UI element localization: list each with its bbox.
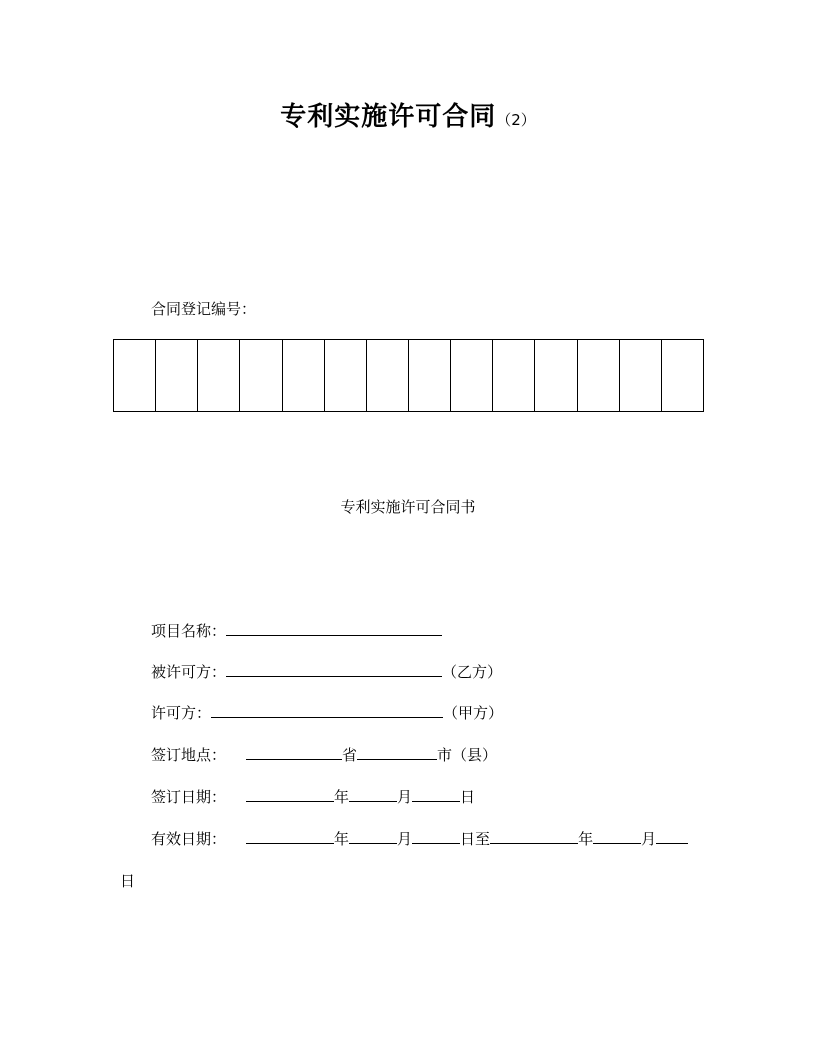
licensee-label: 被许可方： (151, 663, 227, 681)
sign-date-label: 签订日期： (151, 788, 227, 806)
registration-number-cell[interactable] (408, 340, 450, 412)
registration-number-cell[interactable] (114, 340, 156, 412)
licensor-label: 许可方： (151, 704, 212, 722)
licensee-field (151, 660, 502, 682)
valid-day2-blank[interactable] (656, 827, 688, 844)
document-subtitle: 专利实施许可合同书 (340, 498, 476, 516)
province-blank[interactable] (246, 743, 342, 760)
project-name-blank[interactable] (226, 619, 442, 636)
registration-number-cell[interactable] (493, 340, 535, 412)
valid-year2-blank[interactable] (490, 827, 578, 844)
registration-number-cell[interactable] (156, 340, 198, 412)
registration-number-cell[interactable] (366, 340, 408, 412)
registration-number-cell[interactable] (198, 340, 240, 412)
licensor-blank[interactable] (211, 701, 443, 718)
document-title (0, 96, 816, 133)
sign-day-blank[interactable] (412, 785, 460, 802)
registration-number-cell[interactable] (282, 340, 324, 412)
registration-number-grid (113, 339, 704, 412)
licensee-suffix: （乙方） (442, 663, 503, 681)
province-unit: 省 (342, 746, 358, 764)
sign-day-unit: 日 (460, 788, 476, 806)
registration-number-cell[interactable] (535, 340, 577, 412)
valid-day-to: 日至 (460, 830, 491, 848)
sign-year-unit: 年 (334, 788, 350, 806)
valid-month2-unit: 月 (641, 830, 657, 848)
registration-number-cell[interactable] (661, 340, 703, 412)
registration-number-cell[interactable] (577, 340, 619, 412)
valid-date-label: 有效日期： (151, 830, 227, 848)
valid-day2-unit: 日 (120, 872, 136, 890)
project-name-field (151, 619, 442, 641)
valid-year-blank[interactable] (246, 827, 334, 844)
sign-month-unit: 月 (397, 788, 413, 806)
registration-number-cell[interactable] (451, 340, 493, 412)
registration-number-label: 合同登记编号： (151, 300, 257, 318)
registration-number-cell[interactable] (619, 340, 661, 412)
sign-year-blank[interactable] (246, 785, 334, 802)
valid-year2-unit: 年 (578, 830, 594, 848)
registration-number-cell[interactable] (240, 340, 282, 412)
licensor-field (151, 701, 503, 723)
city-blank[interactable] (357, 743, 437, 760)
registration-number-row (114, 340, 704, 412)
project-name-label: 项目名称： (151, 622, 227, 640)
licensee-blank[interactable] (226, 660, 442, 677)
title-suffix: （2） (496, 111, 536, 129)
city-unit: 市（县） (437, 746, 498, 764)
sign-place-field (151, 743, 497, 765)
licensor-suffix: （甲方） (443, 704, 504, 722)
title-main: 专利实施许可合同 (280, 102, 497, 132)
valid-year-unit: 年 (334, 830, 350, 848)
valid-month-blank[interactable] (349, 827, 397, 844)
sign-date-field (151, 785, 475, 807)
registration-number-cell[interactable] (324, 340, 366, 412)
sign-place-label: 签订地点： (151, 746, 227, 764)
valid-date-field (151, 827, 688, 849)
valid-day-blank[interactable] (412, 827, 460, 844)
valid-month-unit: 月 (397, 830, 413, 848)
valid-month2-blank[interactable] (593, 827, 641, 844)
sign-month-blank[interactable] (349, 785, 397, 802)
